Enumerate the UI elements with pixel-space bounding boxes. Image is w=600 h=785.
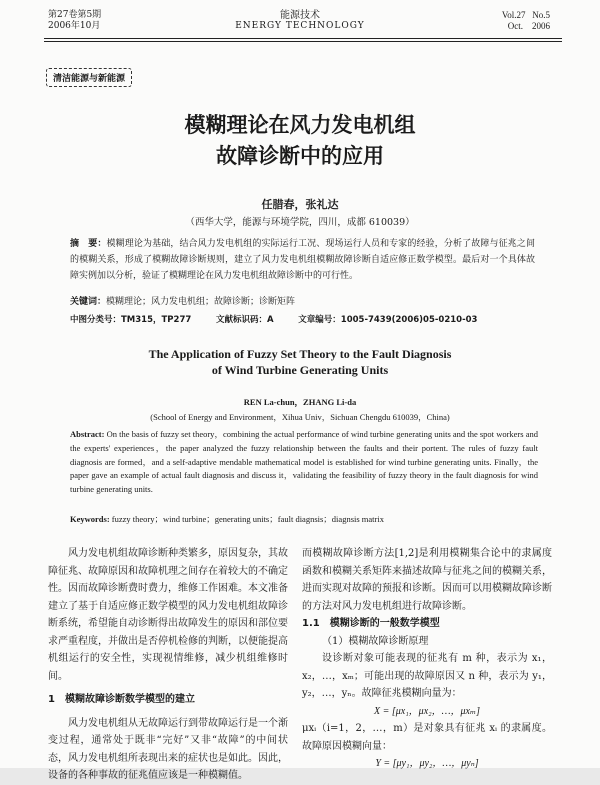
keywords-cn-text: 模糊理论；风力发电机组；故障诊断；诊断矩阵 (106, 297, 296, 307)
keywords-en (70, 513, 538, 525)
title-en-line2: of Wind Turbine Generating Units (211, 363, 389, 377)
body-column-left (48, 545, 288, 785)
formula-x: X = [μx₁，μx₂，…，μxₘ] (374, 705, 480, 717)
body-column-right (302, 545, 552, 773)
volume-issue-en: Vol.27 No.5 (501, 10, 550, 20)
affiliation-en: (School of Energy and Environment，Xihua Univ，Sichuan Chengdu 610039，China) (150, 412, 450, 422)
formula-y: Y = [μy₁，μy₂，…，μyₙ] (375, 758, 479, 769)
abstract-cn-text: 模糊理论为基础，结合风力发电机组的实际运行工况、现场运行人员和专家的经验，分析了故障与征兆之间的模糊关系，形成了模糊故障诊断规则，建立了风力发电机组模糊故障诊断自适应修正数学模型。最后对一个具体故障实例加以分析，验证了模糊理论在风力发电机组故障诊断中的可行性。 (70, 239, 535, 281)
affiliation-cn: （西华大学，能源与环境学院，四川，成都 610039） (185, 217, 415, 228)
right-paragraph-2: 设诊断对象可能表现的征兆有 m 种，表示为 x₁，x₂，…，xₘ；可能出现的故障原因又 n 种，表示为 y₁，y₂，…，yₙ。故障征兆模糊向量为： (302, 653, 552, 699)
journal-name-en: ENERGY TECHNOLOGY (235, 21, 365, 31)
title-en-line1: The Application of Fuzzy Set Theory to the Fault Diagnosis (148, 347, 452, 361)
issue-date-en: Oct. 2006 (507, 21, 550, 31)
section1-paragraph: 风力发电机组从无故障运行到带故障运行是一个渐变过程，通常处于既非“完好”又非“故障”的中间状态，风力发电机组所表现出来的症状也是如此。因此，设备的各种事故的征兆值应该是一种模糊值。 (48, 717, 288, 781)
volume-issue: 第27卷第5期 (48, 10, 102, 20)
abstract-en (70, 428, 538, 497)
keywords-cn (70, 295, 540, 309)
keywords-cn-label: 关键词： (70, 297, 107, 307)
document-code: 文献标识码：A (215, 315, 274, 325)
classification-row (70, 314, 499, 326)
article-number: 文章编号：1005-7439(2006)05-0210-03 (298, 315, 478, 325)
subsection-heading-1-1-1: （1）模糊故障诊断原理 (322, 635, 429, 647)
clc-number: 中图分类号：TM315，TP277 (70, 315, 192, 325)
authors-cn: 任腊春，张礼达 (261, 198, 339, 211)
right-paragraph-3: μxᵢ（i=1，2，…，m）是对象具有征兆 xᵢ 的隶属度。故障原因模糊向量： (302, 723, 552, 752)
title-cn-line1: 模糊理论在风力发电机组 (184, 113, 416, 137)
title-en (0, 346, 600, 378)
intro-paragraph: 风力发电机组故障诊断种类繁多，原因复杂，其故障征兆、故障原因和故障机理之间存在着较大的不确定性。因而故障诊断费时费力，维修工作困难。本文准备建立了基于自适应修正数学模型的风力发电机组故障诊断系统，希望能自动诊断得出故障发生的原因和部位要求严重程度，并做出是否停机检修的判断，以便能提高机组运行的安全性，实现视情维修，减少机组维修时间。 (48, 548, 288, 682)
header-rule-thin (44, 41, 562, 42)
authors-en: REN La-chun，ZHANG Li-da (243, 397, 357, 407)
column-tag: 清洁能源与新能源 (46, 68, 132, 87)
keywords-en-text: fuzzy theory；wind turbine；generating units；fault diagnsis；diagnsis matrix (111, 514, 384, 524)
abstract-en-label: Abstract: (70, 429, 105, 439)
header-rule (44, 38, 562, 39)
abstract-cn-label: 摘 要： (70, 239, 107, 249)
keywords-en-label: Keywords: (70, 514, 110, 524)
issue-info-en (502, 10, 550, 32)
abstract-en-text: On the basis of fuzzy set theory，combining the actual performance of wind turbine generating units and the spot workers and the experts' experiences，the paper analyzed the fuzzy relationship between the faults and their portent. The rules of fuzzy fault diagnosis are formed，and a self-adaptive mendable mathematical model is established for wind turbine generating units. Finally，the paper gave an example of actual fault diagnosis and discuss it，validating the feasibility of fuzzy theory in the fault diagnosis for wind turbine generating units. (70, 429, 538, 495)
title-cn-line2: 故障诊断中的应用 (216, 144, 384, 168)
journal-name-cn: 能源技术 (280, 10, 320, 21)
issue-date: 2006年10月 (48, 21, 101, 31)
subsection-heading-1-1: 1.1 模糊诊断的一般数学模型 (302, 618, 440, 629)
right-paragraph-1: 而模糊故障诊断方法[1,2]是利用模糊集合论中的隶属度函数和模糊关系矩阵来描述故障与征兆之间的模糊关系，进而实现对故障的预报和诊断。因而可以用模糊故障诊断的方法对风力发电机组进行故障诊断。 (302, 548, 552, 612)
section-heading-1: 1 模糊故障诊断数学模型的建立 (48, 694, 195, 705)
abstract-cn (70, 236, 535, 284)
